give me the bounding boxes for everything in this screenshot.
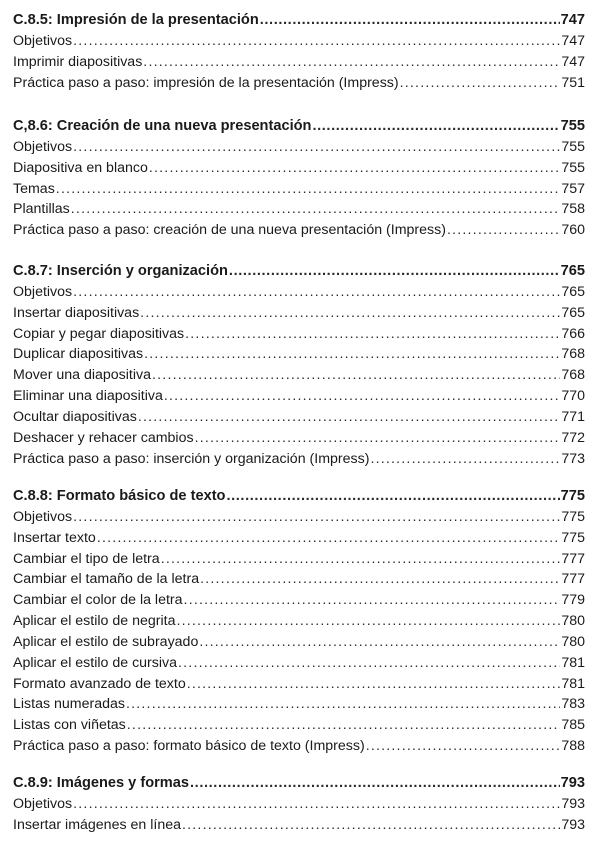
heading-title: C.8.9: Imágenes y formas [13, 775, 190, 791]
heading-title: C.8.7: Inserción y organización [13, 263, 228, 279]
dot-leader [447, 220, 560, 241]
entry-page-number: 775 [561, 529, 585, 546]
entry-page-number: 758 [561, 201, 585, 218]
entry-title: Listas numeradas [13, 696, 125, 713]
toc-section-c-8-8 [13, 486, 585, 757]
dot-leader [97, 528, 561, 549]
dot-leader [73, 282, 560, 303]
dot-leader [127, 715, 561, 736]
entry-title: Copiar y pegar diapositivas [13, 325, 185, 342]
entry-page-number: 780 [561, 633, 585, 650]
entry-page-number: 760 [561, 222, 585, 239]
dot-leader [366, 736, 561, 757]
heading-page-number: 747 [560, 12, 585, 28]
dot-leader [226, 486, 559, 507]
entry-title: Insertar imágenes en línea [13, 816, 181, 833]
entry-page-number: 777 [561, 571, 585, 588]
entry-page-number: 768 [561, 346, 585, 363]
heading-page-number: 775 [560, 488, 585, 504]
section-heading [13, 261, 585, 282]
toc-entry [13, 815, 585, 836]
entry-title: Cambiar el tipo de letra [13, 550, 160, 567]
entry-page-number: 755 [561, 138, 585, 155]
entry-page-number: 780 [561, 613, 585, 630]
entry-title: Insertar diapositivas [13, 304, 140, 321]
entry-page-number: 757 [561, 180, 585, 197]
entry-page-number: 781 [561, 654, 585, 671]
entry-title: Duplicar diapositivas [13, 346, 144, 363]
entry-title: Formato avanzado de texto [13, 675, 186, 692]
dot-leader [182, 815, 560, 836]
toc-entry [13, 715, 585, 736]
dot-leader [195, 428, 561, 449]
dot-leader [71, 199, 561, 220]
dot-leader [229, 261, 560, 282]
toc-entry [13, 528, 585, 549]
dot-leader [199, 632, 560, 653]
heading-title: C.8.5: Impresión de la presentación [13, 12, 259, 28]
entry-page-number: 775 [561, 508, 585, 525]
entry-page-number: 765 [561, 283, 585, 300]
toc-entry [13, 694, 585, 715]
toc-entry [13, 158, 585, 179]
toc-entry [13, 344, 585, 365]
dot-leader [260, 10, 560, 31]
entry-title: Aplicar el estilo de subrayado [13, 633, 199, 650]
entry-title: Ocultar diapositivas [13, 408, 137, 425]
entry-page-number: 779 [561, 592, 585, 609]
dot-leader [400, 73, 561, 94]
dot-leader [185, 324, 560, 345]
entry-title: Aplicar el estilo de cursiva [13, 654, 178, 671]
entry-title: Diapositiva en blanco [13, 159, 148, 176]
toc-entry [13, 199, 585, 220]
heading-title: C.8.8: Formato básico de texto [13, 488, 226, 504]
entry-page-number: 783 [561, 696, 585, 713]
entry-page-number: 785 [561, 717, 585, 734]
dot-leader [73, 31, 560, 52]
toc-section-c-8-9 [13, 773, 585, 836]
entry-title: Deshacer y rehacer cambios [13, 429, 194, 446]
dot-leader [149, 158, 560, 179]
section-heading [13, 10, 585, 31]
toc-entry [13, 52, 585, 73]
entry-page-number: 766 [561, 325, 585, 342]
entry-page-number: 768 [561, 367, 585, 384]
dot-leader [73, 794, 560, 815]
toc-entry [13, 449, 585, 470]
toc-section-c-8-6 [13, 116, 585, 241]
heading-title: C,8.6: Creación de una nueva presentación [13, 118, 312, 134]
entry-title: Práctica paso a paso: inserción y organización (Impress) [13, 450, 370, 467]
toc-section-c-8-5 [13, 10, 585, 93]
toc-entry [13, 569, 585, 590]
entry-title: Práctica paso a paso: impresión de la presentación (Impress) [13, 74, 399, 91]
toc-entry [13, 611, 585, 632]
entry-page-number: 777 [561, 550, 585, 567]
toc-entry [13, 590, 585, 611]
dot-leader [152, 365, 560, 386]
entry-title: Práctica paso a paso: formato básico de texto (Impress) [13, 738, 365, 755]
toc-entry [13, 137, 585, 158]
toc-entry [13, 428, 585, 449]
dot-leader [184, 590, 561, 611]
entry-page-number: 765 [561, 304, 585, 321]
entry-title: Objetivos [13, 508, 73, 525]
entry-page-number: 771 [561, 408, 585, 425]
toc-entry [13, 407, 585, 428]
entry-page-number: 773 [561, 450, 585, 467]
toc-entry [13, 324, 585, 345]
dot-leader [178, 653, 560, 674]
toc-entry [13, 282, 585, 303]
toc-section-c-8-7 [13, 261, 585, 469]
dot-leader [370, 449, 560, 470]
entry-title: Listas con viñetas [13, 717, 126, 734]
toc-entry [13, 365, 585, 386]
entry-page-number: 747 [561, 53, 585, 70]
heading-page-number: 765 [560, 263, 585, 279]
entry-title: Mover una diapositiva [13, 367, 152, 384]
entry-page-number: 793 [561, 816, 585, 833]
entry-title: Imprimir diapositivas [13, 53, 143, 70]
section-heading [13, 486, 585, 507]
dot-leader [126, 694, 560, 715]
entry-page-number: 770 [561, 388, 585, 405]
dot-leader [200, 569, 560, 590]
toc-entry [13, 507, 585, 528]
dot-leader [312, 116, 559, 137]
entry-title: Cambiar el tamaño de la letra [13, 571, 200, 588]
dot-leader [143, 52, 560, 73]
heading-page-number: 755 [560, 118, 585, 134]
dot-leader [161, 549, 561, 570]
dot-leader [73, 137, 560, 158]
dot-leader [73, 507, 560, 528]
section-heading [13, 773, 585, 794]
dot-leader [164, 386, 560, 407]
dot-leader [144, 344, 560, 365]
entry-title: Objetivos [13, 283, 73, 300]
toc-entry [13, 31, 585, 52]
toc-entry [13, 674, 585, 695]
entry-title: Cambiar el color de la letra [13, 592, 183, 609]
toc-entry [13, 549, 585, 570]
dot-leader [140, 303, 560, 324]
toc-entry [13, 794, 585, 815]
entry-page-number: 751 [561, 74, 585, 91]
toc-entry [13, 386, 585, 407]
entry-page-number: 781 [561, 675, 585, 692]
entry-title: Insertar texto [13, 529, 96, 546]
dot-leader [187, 674, 561, 695]
section-heading [13, 116, 585, 137]
dot-leader [190, 773, 560, 794]
entry-title: Práctica paso a paso: creación de una nueva presentación (Impress) [13, 222, 446, 239]
dot-leader [176, 611, 560, 632]
entry-title: Aplicar el estilo de negrita [13, 613, 176, 630]
dot-leader [56, 179, 561, 200]
heading-page-number: 793 [560, 775, 585, 791]
entry-page-number: 788 [561, 738, 585, 755]
entry-title: Objetivos [13, 795, 73, 812]
entry-title: Eliminar una diapositiva [13, 388, 163, 405]
entry-page-number: 747 [561, 32, 585, 49]
entry-title: Temas [13, 180, 55, 197]
toc-entry [13, 736, 585, 757]
toc-entry [13, 73, 585, 94]
entry-page-number: 772 [561, 429, 585, 446]
entry-page-number: 793 [561, 795, 585, 812]
toc-entry [13, 179, 585, 200]
toc-entry [13, 303, 585, 324]
entry-page-number: 755 [561, 159, 585, 176]
toc-entry [13, 653, 585, 674]
entry-title: Plantillas [13, 201, 70, 218]
dot-leader [138, 407, 561, 428]
toc-entry [13, 220, 585, 241]
toc-entry [13, 632, 585, 653]
entry-title: Objetivos [13, 32, 73, 49]
entry-title: Objetivos [13, 138, 73, 155]
